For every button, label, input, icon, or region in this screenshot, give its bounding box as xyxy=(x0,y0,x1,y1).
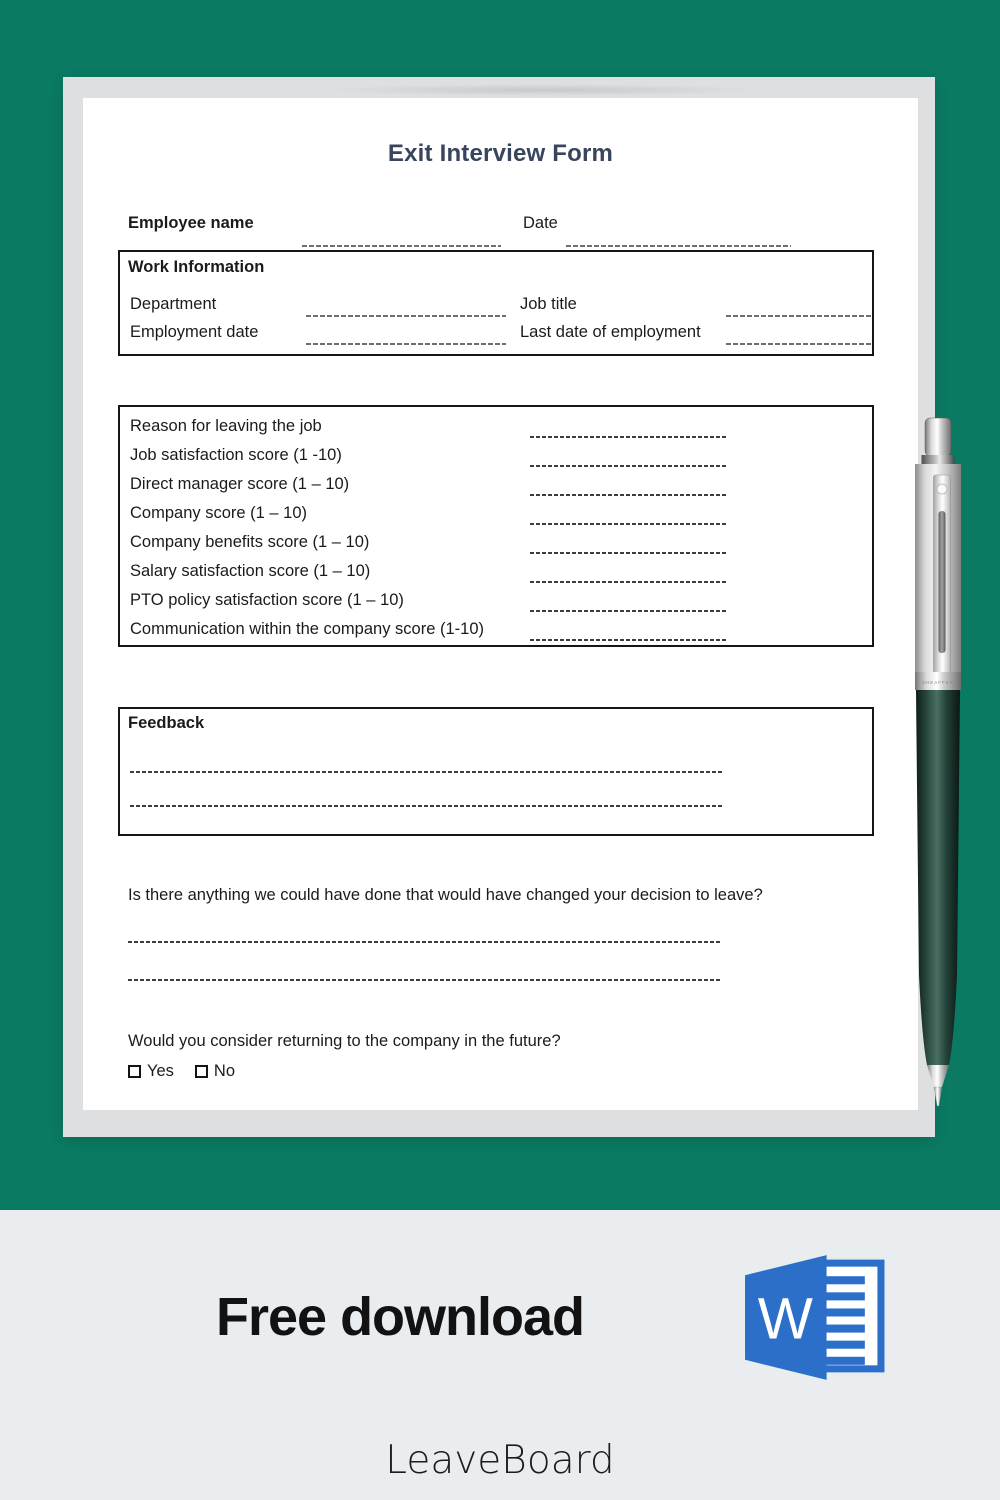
last-date-of-employment-field[interactable] xyxy=(726,343,872,345)
exit-interview-form-page xyxy=(83,98,918,1110)
word-icon-letter: W xyxy=(757,1286,813,1352)
score-row xyxy=(120,558,872,587)
pto-policy-score-field[interactable] xyxy=(530,610,728,612)
download-banner xyxy=(0,1210,1000,1500)
paper-sheet xyxy=(63,77,935,1137)
no-checkbox[interactable] xyxy=(195,1065,208,1078)
pen-lower-barrel xyxy=(916,690,960,1065)
last-date-of-employment-label: Last date of employment xyxy=(520,323,701,341)
yes-option[interactable] xyxy=(128,1062,174,1081)
scores-section xyxy=(118,405,874,647)
pen-tip-cone xyxy=(927,1065,949,1087)
company-benefits-score-field[interactable] xyxy=(530,552,728,554)
company-score-field[interactable] xyxy=(530,523,728,525)
pen-collar xyxy=(922,455,955,465)
employment-date-label: Employment date xyxy=(130,323,259,341)
employee-name-label: Employee name xyxy=(128,214,254,232)
score-row xyxy=(120,587,872,616)
pen-illustration xyxy=(908,415,968,1110)
ballpoint-pen xyxy=(908,415,968,1110)
pen-tip xyxy=(934,1087,942,1106)
salary-satisfaction-score-field[interactable] xyxy=(530,581,728,583)
department-label: Department xyxy=(130,295,217,313)
paper-shadow xyxy=(323,84,763,96)
free-download-headline: Free download xyxy=(216,1287,585,1347)
change-decision-line-1[interactable] xyxy=(128,941,722,943)
feedback-heading: Feedback xyxy=(128,714,205,732)
direct-manager-score-label: Direct manager score (1 – 10) xyxy=(130,475,350,493)
leaveboard-brand: LeaveBoard xyxy=(385,1438,615,1483)
yes-checkbox[interactable] xyxy=(128,1065,141,1078)
score-row xyxy=(120,471,872,500)
communication-score-field[interactable] xyxy=(530,639,728,641)
yes-label: Yes xyxy=(147,1062,174,1080)
company-score-label: Company score (1 – 10) xyxy=(130,504,307,522)
change-decision-question: Is there anything we could have done that would have changed your decision to leave? xyxy=(128,886,763,904)
feedback-section xyxy=(118,707,874,836)
job-satisfaction-score-label: Job satisfaction score (1 -10) xyxy=(130,446,342,464)
score-row xyxy=(120,616,872,645)
reason-for-leaving-label: Reason for leaving the job xyxy=(130,417,322,435)
pen-clip-slot xyxy=(939,511,946,653)
pto-policy-score-label: PTO policy satisfaction score (1 – 10) xyxy=(130,591,404,609)
work-information-heading: Work Information xyxy=(128,258,265,276)
feedback-line-2[interactable] xyxy=(130,805,724,807)
salary-satisfaction-score-label: Salary satisfaction score (1 – 10) xyxy=(130,562,371,580)
score-row xyxy=(120,442,872,471)
job-title-label: Job title xyxy=(520,295,577,313)
work-information-section xyxy=(118,250,874,356)
word-icon-graphic xyxy=(740,1252,888,1383)
score-row xyxy=(120,529,872,558)
communication-score-label: Communication within the company score (1-10) xyxy=(130,620,484,638)
form-title: Exit Interview Form xyxy=(387,140,614,167)
pen-clip-rivet xyxy=(937,484,947,494)
return-question: Would you consider returning to the company in the future? xyxy=(128,1032,561,1050)
word-document-icon[interactable] xyxy=(740,1252,888,1383)
no-label: No xyxy=(213,1062,236,1080)
date-label: Date xyxy=(523,214,558,232)
pen-click-button xyxy=(925,418,951,456)
score-row xyxy=(120,413,872,442)
company-benefits-score-label: Company benefits score (1 – 10) xyxy=(130,533,370,551)
date-field[interactable] xyxy=(566,245,791,247)
employment-date-field[interactable] xyxy=(306,343,506,345)
feedback-line-1[interactable] xyxy=(130,771,724,773)
job-satisfaction-score-field[interactable] xyxy=(530,465,728,467)
job-title-field[interactable] xyxy=(726,315,872,317)
change-decision-line-2[interactable] xyxy=(128,979,722,981)
return-question-options xyxy=(128,1062,235,1081)
pen-brand-engraving: SHEAFFER xyxy=(921,680,955,685)
no-option[interactable] xyxy=(195,1062,235,1081)
department-field[interactable] xyxy=(306,315,506,317)
direct-manager-score-field[interactable] xyxy=(530,494,728,496)
score-row xyxy=(120,500,872,529)
reason-for-leaving-field[interactable] xyxy=(530,436,728,438)
employee-name-field[interactable] xyxy=(302,245,501,247)
